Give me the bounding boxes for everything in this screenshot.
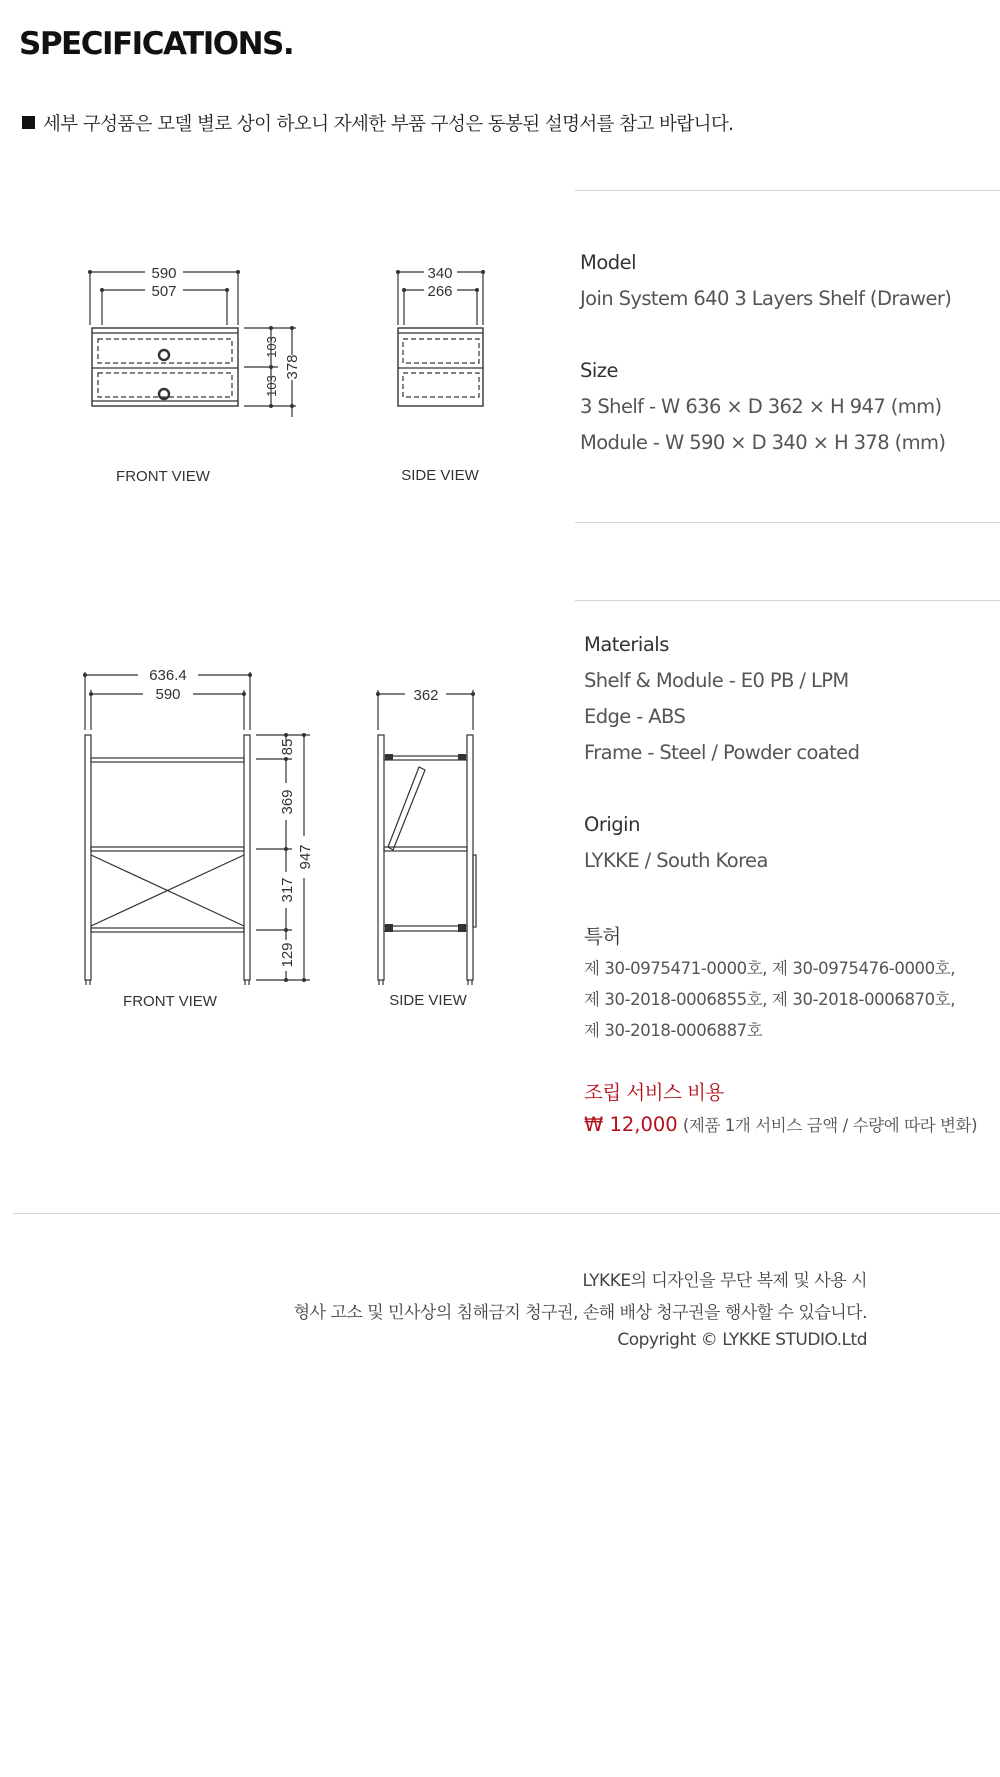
drawer-front-caption: FRONT VIEW [116, 468, 210, 485]
size-line-2: Module - W 590 × D 340 × H 378 (mm) [580, 431, 946, 454]
service-label: 조립 서비스 비용 [584, 1081, 724, 1104]
footer-line-1: LYKKE의 디자인을 무단 복제 및 사용 시 [582, 1271, 867, 1291]
patent-line-2: 제 30-2018-0006855호, 제 30-2018-0006870호, [584, 990, 956, 1009]
model-label: Model [580, 251, 637, 274]
divider-top [575, 190, 1000, 191]
divider-mid-1 [575, 522, 1000, 523]
drawer-side-depth-inner: 266 [427, 283, 453, 300]
size-label: Size [580, 359, 619, 382]
patent-label: 특허 [584, 925, 621, 948]
service-price: ₩ 12,000 [584, 1113, 678, 1136]
drawer-side-caption: SIDE VIEW [401, 467, 479, 484]
origin-value: LYKKE / South Korea [584, 849, 768, 872]
drawer-front-width-inner: 507 [151, 283, 177, 300]
shelf-diagram [0, 660, 560, 1020]
footer-line-2: 형사 고소 및 민사상의 침해금지 청구권, 손해 배상 청구권을 행사할 수 있습니다. [293, 1303, 867, 1323]
materials-line-3: Frame - Steel / Powder coated [584, 741, 860, 764]
shelf-side-caption: SIDE VIEW [389, 992, 467, 1009]
drawer-module-diagram [0, 255, 560, 500]
materials-line-1: Shelf & Module - E0 PB / LPM [584, 669, 849, 692]
shelf-front-width-outer: 636.4 [149, 667, 187, 684]
drawer-front-width-outer: 590 [151, 265, 177, 282]
page-title: SPECIFICATIONS. [19, 26, 294, 62]
shelf-total-height: 947 [297, 844, 314, 870]
patent-line-1: 제 30-0975471-0000호, 제 30-0975476-0000호, [584, 959, 956, 978]
square-bullet-icon [22, 116, 35, 129]
notice-label: 세부 구성품은 모델 별로 상이 하오니 자세한 부품 구성은 동봉된 설명서를 참고 바랍니다. [43, 114, 734, 135]
model-value: Join System 640 3 Layers Shelf (Drawer) [580, 287, 952, 310]
notice-text [22, 110, 733, 136]
drawer-front-total-height: 378 [284, 354, 301, 380]
shelf-front-caption: FRONT VIEW [123, 993, 217, 1010]
materials-line-2: Edge - ABS [584, 705, 686, 728]
patent-line-3: 제 30-2018-0006887호 [584, 1021, 763, 1040]
shelf-dim-bottom: 129 [279, 942, 296, 968]
shelf-side-depth: 362 [413, 687, 439, 704]
materials-label: Materials [584, 633, 669, 656]
origin-label: Origin [584, 813, 640, 836]
size-line-1: 3 Shelf - W 636 × D 362 × H 947 (mm) [580, 395, 942, 418]
drawer-front-height-top: 103 [264, 336, 279, 358]
shelf-dim-top: 85 [279, 738, 296, 756]
shelf-front-width-inner: 590 [155, 686, 181, 703]
shelf-dim-mid: 369 [279, 789, 296, 815]
drawer-side-depth-outer: 340 [427, 265, 453, 282]
copyright: Copyright © LYKKE STUDIO.Ltd [617, 1330, 867, 1350]
service-note: (제품 1개 서비스 금액 / 수량에 따라 변화) [682, 1116, 978, 1135]
service-price-row [584, 1112, 977, 1136]
shelf-dim-lower: 317 [279, 877, 296, 903]
divider-bottom [13, 1213, 1000, 1214]
divider-mid-2 [575, 600, 1000, 601]
drawer-front-height-bottom: 103 [264, 375, 279, 397]
